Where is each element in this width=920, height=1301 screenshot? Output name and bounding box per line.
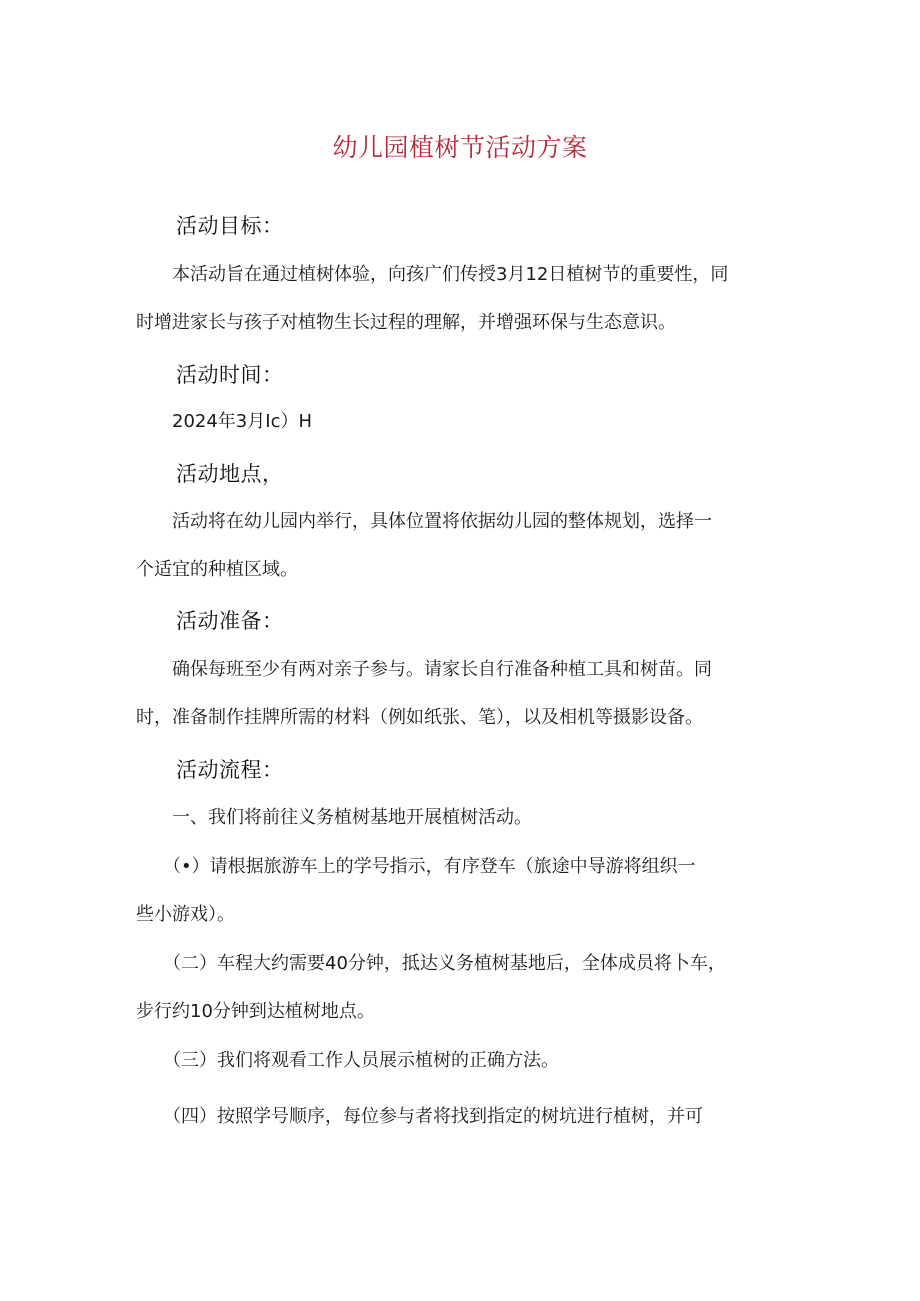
paragraph-line: 时增进家长与孩子对植物生长过程的理解，并增强环保与生态意识。 <box>136 312 676 333</box>
process-step-2 <box>136 950 796 1026</box>
document-title: 幼儿园植树节活动方案 <box>332 133 588 162</box>
section-heading-location: 活动地点， <box>176 462 284 486</box>
paragraph-line: 一、我们将前往义务植树基地开展植树活动。 <box>136 807 532 828</box>
paragraph-line: 确保每班至少有两对亲子参与。请家长自行准备种植工具和树苗。同 <box>136 659 712 680</box>
section-body-preparation <box>136 656 796 732</box>
section-body-process <box>136 804 796 832</box>
process-step-4 <box>136 1103 796 1131</box>
paragraph-line: 个适宜的种植区域。 <box>136 559 298 580</box>
section-heading-preparation: 活动准备： <box>176 609 284 633</box>
paragraph-line: （三）我们将观看工作人员展示植树的正确方法。 <box>136 1050 559 1071</box>
section-body-goal <box>136 261 796 337</box>
paragraph-line: （四）按照学号顺序，每位参与者将找到指定的树坑进行植树，并可 <box>136 1106 703 1127</box>
paragraph-line: 时，准备制作挂牌所需的材料（例如纸张、笔），以及相机等摄影设备。 <box>136 707 703 728</box>
process-step-3 <box>136 1047 796 1075</box>
paragraph-line: 本活动旨在通过植树体验，向孩广们传授3月12日植树节的重要性，同 <box>136 264 729 285</box>
section-heading-time: 活动时间： <box>176 363 284 387</box>
paragraph-line: 2024年3月Ic）H <box>136 411 313 432</box>
paragraph-line: 些小游戏）。 <box>136 904 235 925</box>
paragraph-line: 活动将在幼儿园内举行，具体位置将依据幼儿园的整体规划，选择一 <box>136 511 712 532</box>
process-step-1 <box>136 853 796 929</box>
section-heading-process: 活动流程： <box>176 758 284 782</box>
section-body-location <box>136 508 796 584</box>
section-body-time <box>136 408 796 436</box>
paragraph-line: （•）请根据旅游车上的学号指示，有序登车（旅途中导游将组织一 <box>136 856 696 877</box>
paragraph-line: 步行约10分钟到达植树地点。 <box>136 1001 375 1022</box>
section-heading-goal: 活动目标： <box>176 214 284 238</box>
paragraph-line: （二）车程大约需要40分钟，抵达义务植树基地后，全体成员将卜车， <box>136 953 726 974</box>
